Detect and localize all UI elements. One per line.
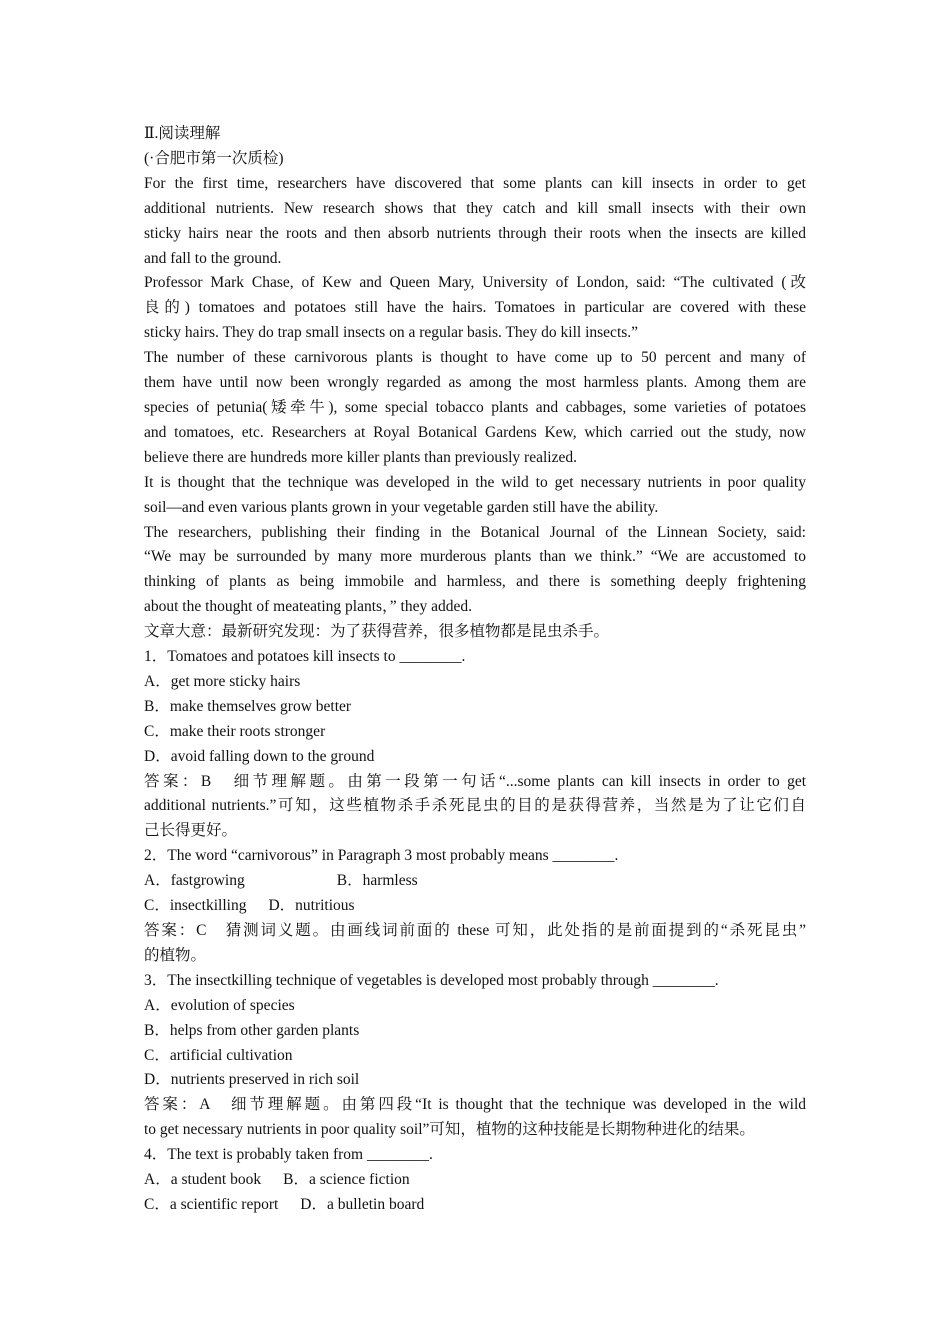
paragraph-line: and tomatoes, etc. Researchers at Royal Botanical Gardens Kew, which carried out the study, now [144, 423, 806, 441]
paragraph-line: them have until now been wrongly regarded as among the most harmless plants. Among them are [144, 374, 806, 392]
answer-explanation: 己长得更好。 [144, 822, 238, 840]
paragraph-line: about the thought of meateating plants，” they added. [144, 598, 472, 616]
answer-option: B．harmless [336, 872, 418, 890]
answer-explanation: additional nutrients.”可知，这些植物杀手杀死昆虫的目的是获得营养，当然是为了让它们自 [144, 797, 806, 815]
question-stem: 2．The word “carnivorous” in Paragraph 3 most probably means ________. [144, 847, 619, 865]
question-stem: 4．The text is probably taken from ________. [144, 1146, 433, 1164]
paragraph-line: soil—and even various plants grown in your vegetable garden still have the ability. [144, 498, 659, 516]
paragraph-line: “We may be surrounded by many more murderous plants than we think.” “We are accustomed to [144, 548, 806, 566]
passage-paragraph [144, 172, 806, 272]
option-row [144, 720, 806, 745]
paragraph-line: For the first time, researchers have discovered that some plants can kill insects in order to get [144, 174, 806, 192]
answer-option: A．fastgrowing [144, 872, 245, 890]
answer-explanation: 答案：C 猜测词义题。由画线词前面的 these 可知，此处指的是前面提到的“杀死昆虫” [144, 922, 806, 939]
passage-paragraph [144, 471, 806, 521]
option-row [144, 1068, 806, 1093]
reading-passage [144, 172, 806, 620]
paragraph-line: sticky hairs near the roots and then absorb nutrients through their roots when the insects are killed [144, 224, 806, 242]
passage-summary: 文章大意：最新研究发现：为了获得营养，很多植物都是昆虫杀手。 [144, 623, 610, 641]
answer-option: C．insectkilling [144, 897, 247, 915]
answer-option: A．a student book [144, 1171, 262, 1189]
option-row [144, 1044, 806, 1069]
passage-paragraph [144, 521, 806, 621]
passage-paragraph [144, 271, 806, 346]
paragraph-line: Professor Mark Chase, of Kew and Queen Mary, University of London, said: “The cultivated (改 [144, 274, 806, 292]
answer-option: A．get more sticky hairs [144, 672, 301, 690]
option-row [144, 1019, 806, 1044]
answer-option: B．a science fiction [283, 1171, 410, 1189]
paragraph-line: additional nutrients. New research shows that they catch and kill small insects with their own [144, 199, 806, 217]
paragraph-line: thinking of plants as being immobile and harmless, and there is something deeply frightening [144, 573, 806, 591]
paragraph-line: believe there are hundreds more killer plants than previously realized. [144, 448, 577, 466]
answer-explanation: to get necessary nutrients in poor quality soil”可知，植物的这种技能是长期物种进化的结果。 [144, 1121, 755, 1139]
answer-explanation: 答案：A 细节理解题。由第四段“It is thought that the technique was developed in the wild [144, 1096, 806, 1114]
answer-option: A．evolution of species [144, 996, 295, 1014]
option-row [144, 745, 806, 770]
question-stem: 3．The insectkilling technique of vegetables is developed most probably through ________. [144, 971, 719, 989]
document-page [144, 122, 806, 1218]
answer-explanation: 的植物。 [144, 946, 207, 964]
source-note: (·合肥市第一次质检) [144, 149, 284, 167]
paragraph-line: The number of these carnivorous plants is thought to have come up to 50 percent and many of [144, 349, 806, 367]
section-heading: Ⅱ.阅读理解 [144, 125, 221, 142]
option-row [144, 1193, 806, 1218]
option-row [144, 994, 806, 1019]
answer-option: C．artificial cultivation [144, 1046, 293, 1064]
answer-option: C．make their roots stronger [144, 722, 326, 740]
option-row [144, 1168, 806, 1193]
question-block [144, 1143, 806, 1218]
passage-paragraph [144, 346, 806, 471]
paragraph-line: It is thought that the technique was developed in the wild to get necessary nutrients in poor quality [144, 473, 806, 491]
answer-option: D．a bulletin board [300, 1195, 425, 1213]
option-row [144, 695, 806, 720]
answer-option: B．helps from other garden plants [144, 1021, 360, 1039]
question-block [144, 844, 806, 969]
answer-option: D．avoid falling down to the ground [144, 747, 375, 765]
paragraph-line: sticky hairs. They do trap small insects on a regular basis. They do kill insects.” [144, 324, 639, 342]
paragraph-line: 良的) tomatoes and potatoes still have the hairs. Tomatoes in particular are covered with these [144, 299, 806, 317]
option-row [144, 894, 806, 919]
question-block [144, 645, 806, 844]
answer-option: D．nutritious [268, 897, 355, 915]
answer-option: C．a scientific report [144, 1195, 279, 1213]
question-block [144, 969, 806, 1143]
question-list [144, 645, 806, 1218]
question-stem: 1．Tomatoes and potatoes kill insects to ________. [144, 648, 466, 666]
option-row [144, 670, 806, 695]
answer-explanation: 答案：B 细节理解题。由第一段第一句话“...some plants can kill insects in order to get [144, 772, 806, 790]
answer-option: B．make themselves grow better [144, 697, 352, 715]
option-row [144, 869, 806, 894]
answer-option: D．nutrients preserved in rich soil [144, 1071, 360, 1089]
paragraph-line: and fall to the ground. [144, 249, 282, 267]
paragraph-line: species of petunia(矮牵牛), some special tobacco plants and cabbages, some varieties of potatoes [144, 398, 806, 416]
paragraph-line: The researchers, publishing their finding in the Botanical Journal of the Linnean Society, said: [144, 523, 806, 541]
